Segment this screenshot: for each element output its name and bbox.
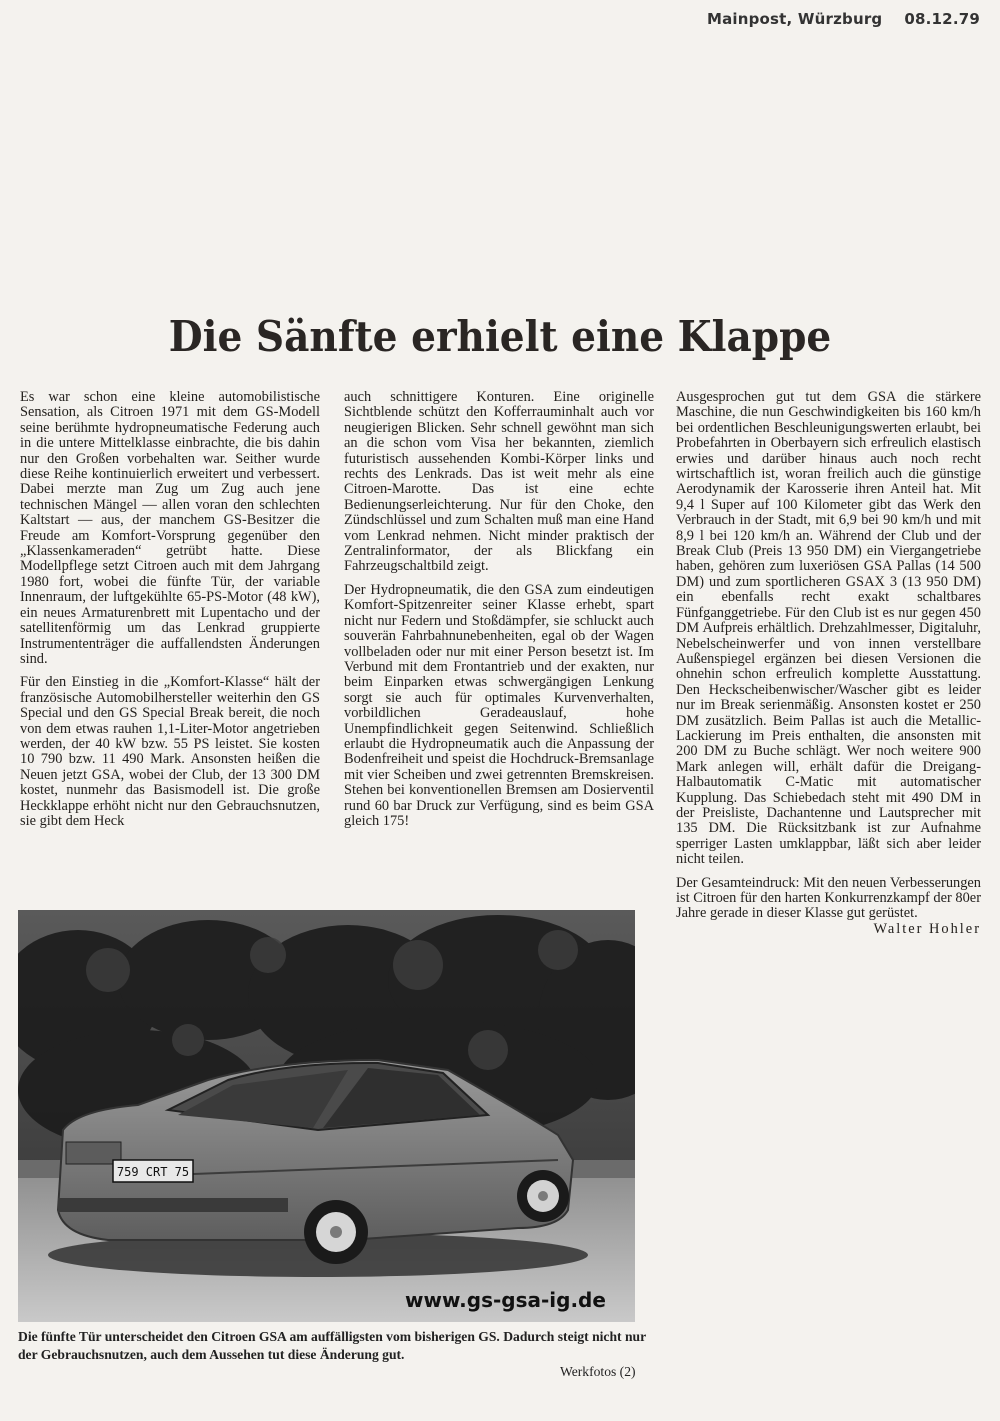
car-photo xyxy=(18,910,635,1322)
website-watermark: www.gs-gsa-ig.de xyxy=(405,1288,606,1312)
paragraph: Der Hydropneumatik, die den GSA zum eindeutigen Komfort-Spitzenreiter seiner Klasse erhebt, spart nicht nur Federn und Stoßdämpfer, sie schluckt auch souverän Fahrbahnunebenheiten, egal ob der Wagen vollbeladen oder nur mit einer Person besetzt ist. Im Verbund mit dem Frontantrieb und der exakten, nur beim Einparken etwas schwergängigen Lenkung sorgt sie auch für optimales Kurvenverhalten, vorbildlichen Geradeauslauf, hohe Unempfindlichkeit gegen Seitenwind. Schließlich erlaubt die Hydropneumatik auch die Anpassung der Bodenfreiheit und speist die Hochdruck-Bremsanlage mit vier Scheiben und zwei getrennten Bremskreisen. Stehen bei konventionellen Bremsen am Dosierventil rund 60 bar Druck zur Verfügung, sind es beim GSA gleich 175! xyxy=(344,581,654,829)
paragraph-text: Der Gesamteindruck: Mit den neuen Verbesserungen ist Citroen für den harten Konkurrenzkampf der 80er Jahre gerade in dieser Klasse gut gerüstet. xyxy=(676,874,981,922)
author-byline: Walter Hohler xyxy=(873,920,981,937)
newspaper-source xyxy=(685,10,980,28)
photo-caption: Die fünfte Tür unterscheidet den Citroen GSA am auffälligsten vom bisherigen GS. Dadurch steigt nicht nur der Gebrauchsnutzen, auch dem Aussehen tut diese Änderung gut. xyxy=(18,1329,646,1362)
license-plate: 759 CRT 75 xyxy=(116,1165,190,1179)
source-name: Mainpost, Würzburg xyxy=(706,10,883,28)
source-date: 08.12.79 xyxy=(904,10,980,28)
article-column-1 xyxy=(20,390,320,829)
paragraph: Ausgesprochen gut tut dem GSA die stärkere Maschine, die nun Geschwindigkeiten bis 160 km/h bei ordentlichen Beschleunigungswerten erlaubt, bei Probefahrten in Oberbayern sich erfreulich elastisch erwies und darüber hinaus auch noch recht wirtschaftlich ist, woran freilich auch die günstige Aerodynamik der Karosserie ihren Anteil hat. Mit 9,4 l Super auf 100 Kilometer gibt das Werk den Verbrauch in der Stadt, mit 6,9 bei 90 km/h und mit 8,9 l bei 120 km/h an. Während der Club und der Break Club (Preis 13 950 DM) ein Viergangetriebe haben, gehören zum luxeriösen GSA Pallas (14 500 DM) und zum sportlicheren GSAX 3 (13 950 DM) ein ebenfalls recht exakt schaltbares Fünfganggetriebe. Für den Club ist es nur gegen 450 DM Aufpreis erhältlich. Drehzahlmesser, Digitaluhr, Nebelscheinwerfer und von innen verstellbare Außenspiegel ergänzen bei diesen Versionen die ohnehin schon erfreulich komplette Ausstattung. Den Heckscheibenwischer/Wascher gibt es leider nur im Break serienmäßig. Ansonsten kostet er 250 DM zusätzlich. Beim Pallas ist auch die Metallic-Lackierung im Preis enthalten, die ansonsten mit 200 DM zu Buche schlägt. Wer noch weitere 900 Mark anlegen will, erhält dafür die Dreigang-Halbautomatik C-Matic mit automatischer Kupplung. Das Schiebedach steht mit 490 DM in der Preisliste, Dachantenne und Lautsprecher mit 135 DM. Die Rücksitzbank ist zur Aufnahme sperriger Lasten umklappbar, läßt sich aber leider nicht teilen. xyxy=(676,389,981,868)
article-column-2 xyxy=(344,390,654,829)
paragraph: auch schnittigere Konturen. Eine originelle Sichtblende schützt den Kofferrauminhalt auch vor neugierigen Blicken. Sehr schnell gewöhnt man sich an die schon vom Visa her bekannten, ziemlich futuristisch aussehenden Kombi-Körper links und rechts des Lenkrads. Das ist weit mehr als eine Citroen-Marotte. Das ist eine echte Bedienungserleichterung. Nur für den Choke, den Zündschlüssel und zum Schalten muß man eine Hand vom Lenkrad nehmen. Nicht minder praktisch der Zentralinformator, der als Blickfang ein Fahrzeugschaltbild zeigt. xyxy=(344,389,654,575)
article-headline: Die Sänfte erhielt eine Klappe xyxy=(168,312,832,361)
article-column-3 xyxy=(676,390,981,937)
paragraph xyxy=(676,874,981,937)
paragraph: Für den Einstieg in die „Komfort-Klasse“ hält der französische Automobilhersteller weiterhin den GS Special und den GS Special Break bereit, die noch von dem etwas rauhen 1,1-Liter-Motor angetrieben werden, der 40 kW bzw. 55 PS leistet. Sie kosten 10 790 bzw. 11 490 Mark. Ansonsten heißen die Neuen jetzt GSA, wobei der Club, der 13 300 DM kostet, nunmehr das Basismodell ist. Die große Heckklappe erhöht nicht nur den Gebrauchsnutzen, sie gibt dem Heck xyxy=(20,674,320,829)
photo-credit: Werkfotos (2) xyxy=(560,1364,636,1379)
paragraph: Es war schon eine kleine automobilistische Sensation, als Citroen 1971 mit dem GS-Modell seine berühmte hydropneumatische Federung auch in die untere Mittelklasse einbrachte, die bis dahin nur den Großen vorbehalten war. Seither wurde diese Reihe kontinuierlich erweitert und verbessert. Dabei merzte man Zug um Zug auch jene technischen Mängel — allen voran den schlechten Kaltstart — aus, der manchem GS-Besitzer die Freude am Komfort-Vorsprung gegenüber den „Klassenkameraden“ getrübt hatte. Diese Modellpflege setzt Citroen auch mit dem Jahrgang 1980 fort, wobei die fünfte Tür, der variable Innenraum, der luftgekühlte 65-PS-Motor (48 kW), ein neues Armaturenbrett mit Lupentacho und der satellitenförmig um das Lenkrad gruppierte Instrumententräger die auffallendsten Änderungen sind. xyxy=(20,389,320,667)
